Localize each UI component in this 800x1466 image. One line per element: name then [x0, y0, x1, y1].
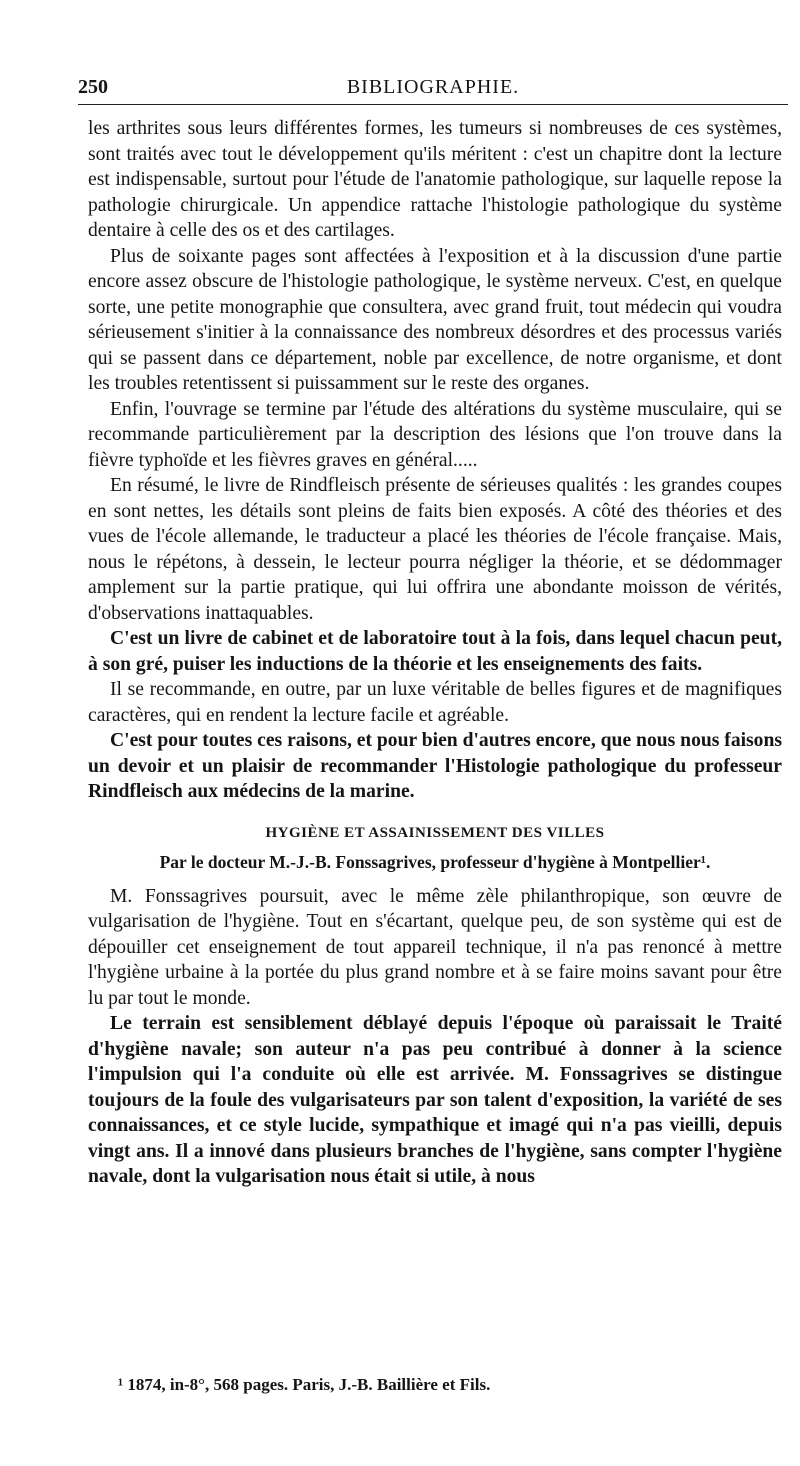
page-number: 250: [78, 76, 108, 98]
body-text: [88, 116, 782, 1190]
running-title: BIBLIOGRAPHIE.: [346, 76, 520, 98]
paragraph: En résumé, le livre de Rindfleisch présente de sérieuses qualités : les grandes coupes en sont nettes, les détails sont pleins de faits bien exposés. A côté des théories et des vues de l'école allemande, le traducteur a placé les théories de l'école française. Mais, nous le répétons, à dessein, le lecteur pourra négliger la théorie, et se dédommager amplement sur la partie pratique, qui lui offrira une abondante moisson de vérités, d'observations inattaquables.: [88, 475, 782, 624]
footnote: ¹ 1874, in-8°, 568 pages. Paris, J.-B. Baillière et Fils.: [118, 1375, 491, 1394]
section-title: HYGIÈNE ET ASSAINISSEMENT DES VILLES: [265, 824, 605, 841]
paragraph: Enfin, l'ouvrage se termine par l'étude des altérations du système musculaire, qui se recommande particulièrement par la description des lésions que l'on trouve dans la fièvre typhoïde et les fièvres graves en général.....: [88, 398, 782, 471]
paragraph: M. Fonssagrives poursuit, avec le même zèle philanthropique, son œuvre de vulgarisation de l'hygiène. Tout en s'écartant, quelque peu, de son système qui est de dépouiller cet enseignement de tout appareil technique, il n'a pas renoncé à mettre l'hygiène urbaine à la portée du plus grand nombre et à se faire moins savant pour être lu par tout le monde.: [88, 885, 782, 1009]
paragraph: C'est pour toutes ces raisons, et pour bien d'autres encore, que nous nous faisons un devoir et un plaisir de recommander l'Histologie pathologique du professeur Rindfleisch aux médecins de la marine.: [88, 730, 782, 802]
paragraph: C'est un livre de cabinet et de laboratoire tout à la fois, dans lequel chacun peut, à son gré, puiser les inductions de la théorie et les enseignements des faits.: [88, 628, 782, 675]
paragraph: Plus de soixante pages sont affectées à l'exposition et à la discussion d'une partie encore assez obscure de l'histologie pathologique, le système nerveux. C'est, en quelque sorte, une petite monographie que consultera, avec grand fruit, tout médecin qui voudra sérieusement s'initier à la connaissance des nombreux désordres et des processus variés qui se passent dans ce département, noble par excellence, de notre organisme, et dont les troubles retentissent si puissamment sur le reste des organes.: [88, 245, 782, 394]
section-byline: Par le docteur M.-J.-B. Fonssagrives, professeur d'hygiène à Montpellier¹.: [159, 852, 711, 872]
paragraph: Il se recommande, en outre, par un luxe véritable de belles figures et de magnifiques caractères, qui en rendent la lecture facile et agréable.: [88, 679, 782, 726]
page-header: [78, 70, 788, 105]
paragraph: les arthrites sous leurs différentes formes, les tumeurs si nombreuses de ces systèmes, sont traités avec tout le développement qu'ils méritent : c'est un chapitre dont la lecture est indispensable, surtout pour l'étude de l'anatomie pathologique, sur laquelle repose la pathologie chirurgicale. Un appendice rattache l'histologie pathologique du système dentaire à celle des os et des cartilages.: [88, 118, 782, 241]
paragraph: Le terrain est sensiblement déblayé depuis l'époque où paraissait le Traité d'hygiène navale; son auteur n'a pas peu contribué à donner à la science l'impulsion qui l'a conduite où elle est arrivée. M. Fonssagrives se distingue toujours de la foule des vulgarisateurs par son talent d'exposition, la variété de ses connaissances, et ce style lucide, sympathique et imagé qui n'a pas vieilli, depuis vingt ans. Il a innové dans plusieurs branches de l'hygiène, sans compter l'hygiène navale, dont la vulgarisation nous était si utile, à nous: [88, 1013, 782, 1187]
